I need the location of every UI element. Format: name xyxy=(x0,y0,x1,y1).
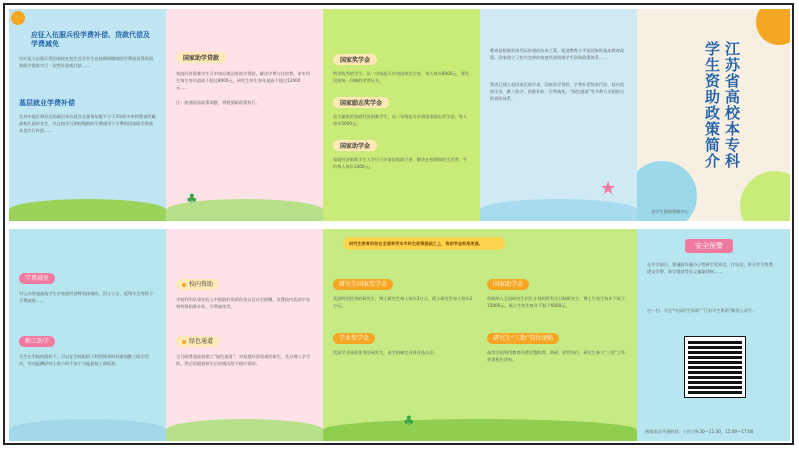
overview-text-2: 我省已建立起国家奖助学金、国家助学贷款、学费补偿贷款代偿、校内奖助学金、勤工助学、困难补助、学费减免、“绿色通道”等多种方式相结合的资助体系。 xyxy=(490,82,625,101)
decor-circle xyxy=(756,9,790,45)
panel-scholarships xyxy=(323,9,480,221)
section-text-inspirational-scholarship: 品学兼优的家庭经济困难学生，从二年级起可申请国家励志奖学金，每人每年5000元。 xyxy=(333,114,468,126)
section-title-three-assistantships: 研究生“三助”岗位津贴 xyxy=(487,333,559,344)
section-title-grad-grant: 国家助学金 xyxy=(487,279,529,290)
decor-ground xyxy=(480,199,637,221)
section-title-national-grant: 国家助学金 xyxy=(333,140,377,151)
cover-title-line1: 江苏省高校本专科 xyxy=(723,41,741,169)
section-text-three-assistantships: 高等学校利用教育经费设置助教、助研、助管岗位，研究生参与“三助”工作获得相应津贴。 xyxy=(487,350,626,362)
safety-warning-title: 安全预警 xyxy=(685,239,733,253)
section-text-national-grant: 家庭经济困难学生入学后可申请国家助学金，解决在校期间的生活费，平均每人每年3300元。 xyxy=(333,157,468,169)
section-title-academic-scholarship: 学业奖学金 xyxy=(333,333,375,344)
panel-military-and-grassroots xyxy=(9,9,166,221)
section-title-green-channel: 绿色通道 xyxy=(176,336,219,347)
brochure-back-side xyxy=(9,229,790,441)
panel-overview xyxy=(480,9,637,221)
section-text-tuition-waiver: 对公办普通高校学生中家庭经济特别困难的、烈士子女、孤残学生等给予学费减免…… xyxy=(19,291,154,303)
section-title-inspirational-scholarship: 国家励志奖学金 xyxy=(333,97,389,108)
decor-ground xyxy=(166,419,323,441)
section-text-grassroots: 在苏中地区和苏北的基层单位就业且服务年限不少于3年的中央和我省所属高校应届毕业生，其在校学习期间缴纳的学费或用于学费的国家助学贷款本金实行补偿…… xyxy=(19,114,156,133)
decor-circle xyxy=(11,11,25,25)
overview-text-1: 教育是阻断贫困代际传递的治本之策。促进教育公平是国家的基本教育政策。国家建立了较为完善的家庭经济困难学生资助政策体系…… xyxy=(490,48,625,60)
section-text-work-study: 学生在学校的组织下，可以在学校组织下利用课余时间参加勤工助学活动，劳动报酬原则上每小时不低于当地最低工资标准。 xyxy=(19,354,149,366)
panel-school-aid xyxy=(166,229,323,441)
panel-tuition-waiver xyxy=(9,229,166,441)
section-text-school-aid: 学校利用从事业收入中提取的资助资金以及社会捐赠，设置校内奖助学金和特殊困难补助、学费减免等。 xyxy=(176,297,311,309)
section-text-academic-scholarship: 奖励学业成绩优秀的研究生，由学校制定具体评选办法。 xyxy=(333,350,438,355)
safety-warning-text: 在开学前后，要谨防诈骗分子给新生发短信、打电话，用开学手续费、缓交学费、助学贷款等名义骗取钱财…… xyxy=(647,262,777,274)
section-title-national-scholarship: 国家奖学金 xyxy=(333,54,377,65)
cover-footer: 省学生资助管理中心 xyxy=(651,209,689,214)
qr-code[interactable] xyxy=(685,337,745,397)
section-text-national-scholarship: 特别优秀的学生，从二年级起可申请国家奖学金，每人每年8000元，颁发国家统一印制的荣誉证书。 xyxy=(333,71,470,83)
section-text-green-channel: 全日制普通高校建立“绿色通道”，对家庭经济困难的新生，先办理入学手续，然后再根据核实后的情况给予相应资助。 xyxy=(176,354,311,366)
section-text-grad-national-scholarship: 奖励特别优秀的研究生，博士研究生每人每年3万元，硕士研究生每人每年2万元。 xyxy=(333,296,473,308)
decor-circle xyxy=(740,171,790,221)
cover-title-line2: 学生资助政策简介 xyxy=(703,41,721,169)
section-title-student-loan: 国家助学贷款 xyxy=(176,52,226,63)
section-title-tuition-waiver: 学费减免 xyxy=(19,273,55,284)
section-title-work-study: 勤工助学 xyxy=(19,336,55,347)
brochure-front-side xyxy=(9,9,790,221)
decor-ground xyxy=(9,419,166,441)
section-text-military: 对应征入伍服兵役的高校在校生及学业生在校期间缴纳的学费或获得的国家助学贷款实行一次性补偿或代偿…… xyxy=(19,56,154,68)
hotline-hours: 热线电话开通时间：工作日9:30—11:30，15:00—17:00 xyxy=(645,429,754,434)
star-icon: ★ xyxy=(600,178,617,199)
section-title-military: 应征入伍服兵役学费补偿、贷款代偿及学费减免 xyxy=(31,31,150,48)
sprout-icon: ♣ xyxy=(186,192,198,207)
sprout-icon: ♣ xyxy=(403,414,415,429)
panel-student-loan xyxy=(166,9,323,221)
section-title-grad-national-scholarship: 研究生国家奖学金 xyxy=(333,279,393,290)
graduate-banner xyxy=(343,237,505,250)
wechat-follow-text: 扫一扫，关注“中国学生资助”“江苏学生资助”微信公众号。 xyxy=(647,308,757,313)
panel-graduate-aid xyxy=(323,229,637,441)
decor-ground xyxy=(9,199,166,221)
section-text-student-loan: 家庭经济困难学生可申请办理国家助学贷款，解决学费与住宿费。本专科生每生每年最高不超过8000元，研究生每生每年最高不超过12000元…… xyxy=(176,71,311,90)
section-title-school-aid: 校内资助 xyxy=(176,279,219,290)
decor-ground xyxy=(323,419,637,441)
policy-note: 注：如遇国家政策调整，将根据新政策执行。 xyxy=(176,100,260,105)
section-text-grad-grant: 资助纳入全国研究生招生计划的所有全日制研究生，博士生每生每年不低于15000元，硕士生每生每年不低于6000元。 xyxy=(487,296,626,308)
section-title-grassroots: 基层就业学费补偿 xyxy=(19,99,75,107)
panel-safety-warning xyxy=(637,229,790,441)
graduate-banner-text: 研究生教育阶段在全面享受本专科生政策基础之上，资助学金标准更高。 xyxy=(349,241,484,246)
panel-cover xyxy=(637,9,790,221)
